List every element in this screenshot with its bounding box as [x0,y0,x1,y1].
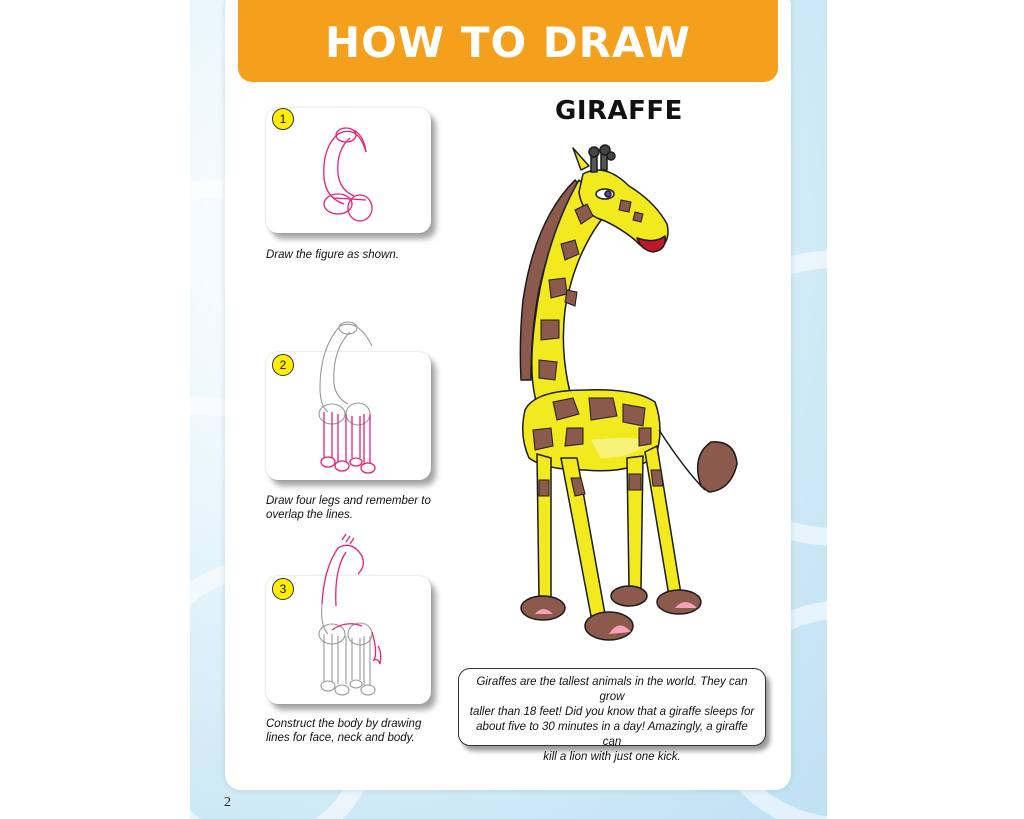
step-3-caption [266,717,421,745]
fact-box [458,668,766,763]
fact-line: taller than 18 feet! Did you know that a giraffe sleeps for [469,706,755,718]
fact-line: about five to 30 minutes in a day! Amazingly, a giraffe can [476,721,748,748]
step-3-sketch [266,534,431,704]
step-3-caption-line: lines for face, neck and body. [266,732,415,744]
fact-line: kill a lion with just one kick. [543,751,681,763]
fact-line: Giraffes are the tallest animals in the world. They can grow [476,676,748,703]
header-banner [238,0,778,82]
fact-text [469,675,755,765]
step-3-badge: 3 [272,578,294,600]
page-title: HOW TO DRAW [325,17,691,67]
giraffe-illustration [505,140,755,655]
step-2-caption [266,494,431,522]
step-1-badge: 1 [272,108,294,130]
page-number: 2 [224,795,231,810]
step-2-caption-line: Draw four legs and remember to [266,495,431,507]
step-3-caption-line: Construct the body by drawing [266,718,422,730]
step-2-sketch [266,318,431,488]
subject-title: GIRAFFE [555,96,683,126]
step-1-sketch [266,108,431,233]
step-1-caption: Draw the figure as shown. [266,249,399,261]
step-2-caption-line: overlap the lines. [266,509,353,521]
step-2-badge: 2 [272,354,294,376]
